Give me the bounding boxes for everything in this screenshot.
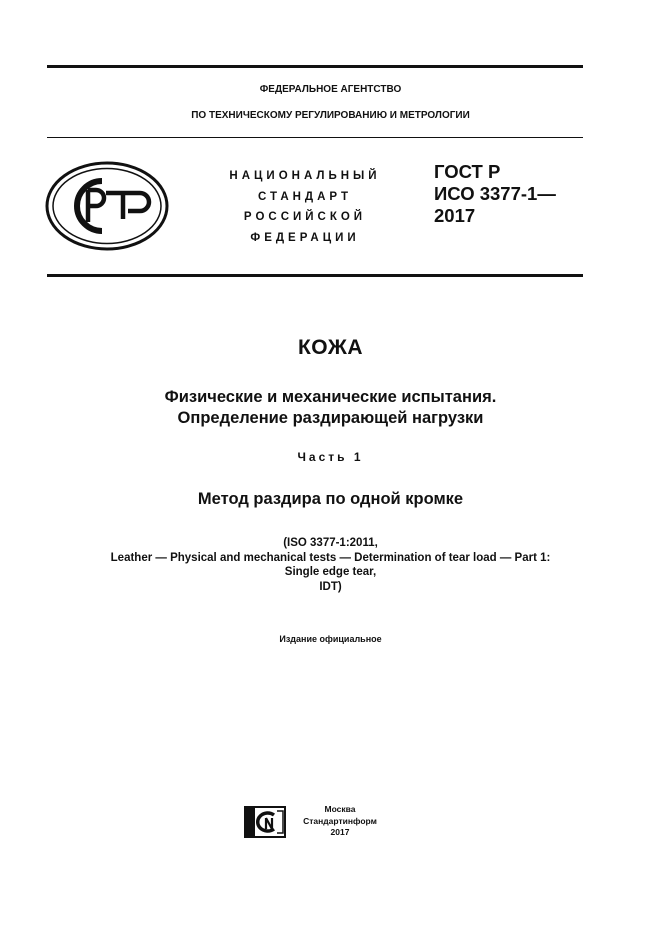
iso-reference <box>0 536 661 594</box>
middle-rule <box>47 137 583 138</box>
iso-line-1: (ISO 3377-1:2011, <box>283 537 378 549</box>
gost-line-3: 2017 <box>434 205 476 226</box>
national-line-4: ФЕДЕРАЦИИ <box>250 231 360 244</box>
edition-label: Издание официальное <box>279 634 382 644</box>
national-line-2: СТАНДАРТ <box>258 190 352 203</box>
publisher-city: Москва <box>324 804 356 814</box>
subtitle-line-2: Определение раздирающей нагрузки <box>177 409 484 427</box>
part-label: Часть 1 <box>297 450 364 464</box>
method-title: Метод раздира по одной кромке <box>197 490 464 508</box>
bottom-rule <box>47 274 583 277</box>
gost-designation <box>434 161 556 227</box>
publisher-block <box>295 804 385 839</box>
iso-line-2: Leather — Physical and mechanical tests — Determination of tear load — Part 1: <box>110 551 551 564</box>
national-standard-label <box>205 166 405 248</box>
top-rule <box>47 65 583 68</box>
iso-line-3: Single edge tear, <box>284 566 377 578</box>
agency-line-2: ПО ТЕХНИЧЕСКОМУ РЕГУЛИРОВАНИЮ И МЕТРОЛОГИИ <box>191 110 470 121</box>
publisher-year: 2017 <box>330 827 350 837</box>
national-line-1: НАЦИОНАЛЬНЫЙ <box>229 170 381 182</box>
agency-line-1: ФЕДЕРАЛЬНОЕ АГЕНТСТВО <box>259 84 402 95</box>
document-subtitle <box>0 387 661 429</box>
subtitle-line-1: Физические и механические испытания. <box>164 388 497 406</box>
national-line-3: РОССИЙСКОЙ <box>243 211 367 223</box>
gost-line-1: ГОСТ Р <box>434 161 501 182</box>
document-title: КОЖА <box>297 336 364 359</box>
publisher-name: Стандартинформ <box>303 815 377 826</box>
gost-line-2: ИСО 3377-1— <box>434 183 556 204</box>
standartinform-logo-icon <box>244 806 286 838</box>
iso-line-4: IDT) <box>319 580 342 593</box>
rst-logo-icon <box>44 160 170 252</box>
